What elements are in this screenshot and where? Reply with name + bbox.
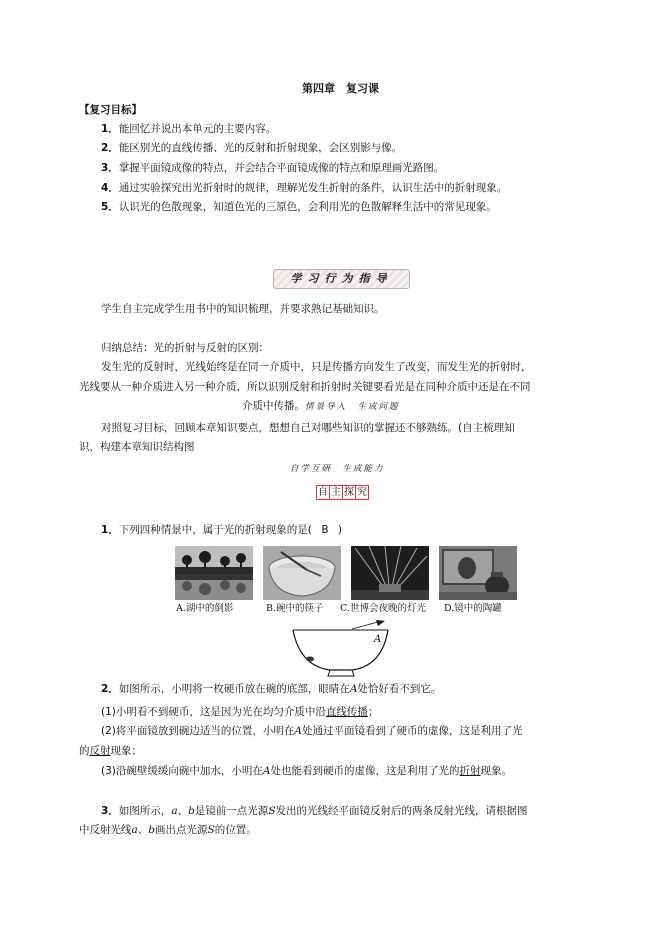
objective-item: 3．掌握平面镜成像的特点，并会结合平面镜成像的特点和原理画光路图。 [101,162,445,174]
photo-caption: C.世博会夜晚的灯光 [340,603,426,614]
objective-item: 4．通过实验探究出光折射时的规律，理解光发生折射的条件，认识生活中的折射现象。 [101,182,508,194]
objective-item: 2．能区别光的直线传播、光的反射和折射现象，会区别影与像。 [101,142,403,154]
summary-title: 归纳总结：光的折射与反射的区别： [101,342,269,354]
photo-caption: A.湖中的倒影 [176,603,234,614]
summary-line: 介质中传播。情景导入 生成问题 [242,400,400,412]
section-banner: 学习行为指导 [273,269,410,289]
objective-item: 5．认识光的色散现象，知道色光的三原色，会利用光的色散解释生活中的常见现象。 [101,201,497,213]
question-2-part-3: (3)沿碗壁缓缓向碗中加水，小明在A处也能看到硬币的虚像，这是利用了光的折射现象。 [101,765,512,777]
boxed-char: 探 [344,487,354,498]
question-2-part-2: (2)将平面镜放到碗边适当的位置，小明在A处通过平面镜看到了硬币的虚像，这是利用了光 [101,725,523,737]
summary-line: 光线要从一种介质进入另一种介质，所以识别反射和折射时关键要看光是在同种介质中还是在不同 [79,381,531,393]
question-2-part-2-cont: 的反射现象； [79,745,142,757]
question-1: 1．下列四种情景中，属于光的折射现象的是( B ) [101,524,343,536]
review-line: 对照复习目标，回顾本章知识要点，想想自己对哪些知识的掌握还不够熟练。(自主梳理知 [101,422,515,434]
page-title: 第四章 复习课 [302,82,379,95]
boxed-char: 自 [318,487,328,498]
photo-caption: B.碗中的筷子 [266,603,324,614]
review-line: 识，构建本章知识结构图 [79,441,195,453]
night-lights-photo [351,546,429,600]
answer: B [321,524,329,536]
question-3: 3．如图所示，a、b是镜前一点光源S发出的光线经平面镜反射后的两条反射光线，请根据图 [101,805,528,817]
bowl-coin-diagram [290,618,396,680]
question-2: 2．如图所示，小明将一枚硬币放在碗的底部，眼睛在A处恰好看不到它。 [101,683,442,695]
section-note: 情景导入 生成问题 [305,402,400,412]
boxed-char: 主 [331,487,341,498]
photo-caption: D.镜中的陶罐 [444,603,502,614]
boxed-char: 究 [357,487,367,498]
lake-reflection-photo [175,546,253,600]
answer: 直线传播 [325,706,368,718]
eye-point-label: A [374,634,382,645]
question-3-cont: 中反射光线a、b画出点光源S的位置。 [79,824,257,836]
mirror-jar-photo [439,546,517,600]
answer: 折射 [459,765,481,777]
bowl-chopsticks-photo [263,546,341,600]
objectives-heading: 【复习目标】 [79,104,142,116]
question-2-part-1: (1)小明看不到硬币，这是因为光在均匀介质中沿直线传播； [101,706,379,718]
objective-item: 1．能回忆并说出本单元的主要内容。 [101,123,277,135]
section-note: 自学互研 生成能力 [290,464,385,474]
guide-intro: 学生自主完成学生用书中的知识梳理，并要求熟记基础知识。 [101,303,385,315]
answer: 反射 [89,745,111,757]
summary-line: 发生光的反射时，光线始终是在同一介质中，只是传播方向发生了改变，而发生光的折射时， [101,361,532,373]
boxed-heading [317,485,369,500]
